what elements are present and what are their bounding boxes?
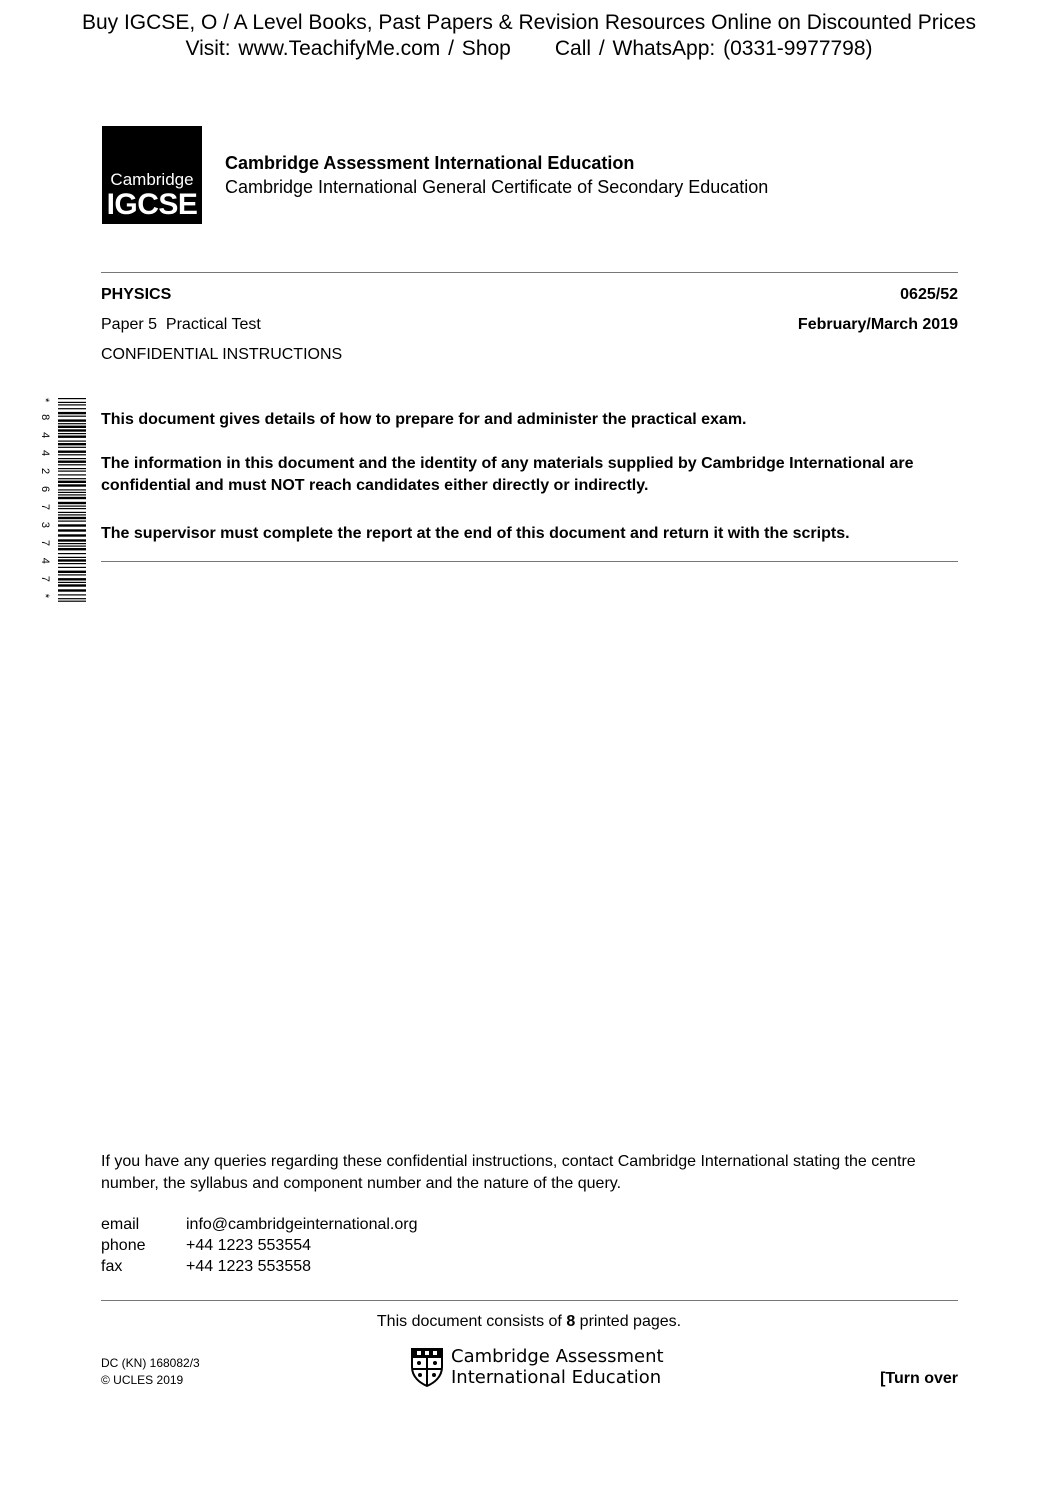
- page-count: 8: [566, 1313, 576, 1330]
- cambridge-crest-icon: [410, 1347, 444, 1387]
- barcode-bar: [58, 571, 86, 573]
- barcode-bar: [58, 471, 86, 472]
- barcode-bar: [58, 433, 86, 434]
- document-reference: DC (KN) 168082/3: [101, 1356, 200, 1370]
- barcode-bar: [58, 548, 86, 550]
- barcode-bar: [58, 489, 86, 490]
- barcode-bar: [58, 534, 86, 536]
- barcode-bar: [58, 402, 86, 403]
- contact-phone-row: [101, 1237, 311, 1255]
- advert-contact-line: [0, 36, 1058, 62]
- barcode-bar: [58, 543, 86, 544]
- barcode-bar: [58, 514, 86, 515]
- barcode-bar: [58, 419, 86, 421]
- contact-fax-row: [101, 1258, 311, 1276]
- divider: [101, 1300, 958, 1301]
- contact-label: email: [101, 1216, 140, 1233]
- barcode-bar: [58, 512, 86, 513]
- barcode-bar: [58, 441, 86, 442]
- barcode-bar: [58, 468, 86, 469]
- divider: [101, 561, 958, 562]
- barcode-bar: [58, 546, 86, 547]
- exam-session: February/March 2019: [797, 316, 958, 333]
- logo-main-text: IGCSE: [106, 188, 198, 221]
- barcode-bar: [58, 408, 86, 409]
- cambridge-igcse-logo: [102, 126, 202, 224]
- brand-name-line2: International Education: [451, 1367, 662, 1388]
- page-count-suffix: printed pages.: [575, 1313, 682, 1330]
- barcode-bar: [58, 412, 86, 414]
- contact-fax: +44 1223 553558: [186, 1258, 312, 1275]
- notice-3: The supervisor must complete the report at the end of this document and return it with the scripts.: [101, 525, 850, 542]
- advert-visit: Visit: www.TeachifyMe.com / Shop: [185, 37, 511, 60]
- divider: [101, 272, 958, 273]
- barcode-bar: [58, 601, 86, 602]
- barcode-bar: [58, 517, 86, 519]
- barcode-bar: [58, 567, 86, 568]
- contact-email: info@cambridgeinternational.org: [186, 1216, 418, 1233]
- barcode-bar: [58, 521, 86, 522]
- barcode-bar: [58, 443, 86, 445]
- barcode-bar: [58, 478, 86, 479]
- barcode-bar: [58, 524, 86, 526]
- barcode-bar: [58, 584, 86, 586]
- page-count-note: [0, 1313, 1058, 1331]
- barcode-bar: [58, 557, 86, 558]
- barcode-bar: [58, 589, 86, 591]
- barcode-bar: [58, 484, 86, 486]
- barcode-bar: [58, 416, 86, 417]
- barcode-bar: [58, 423, 86, 424]
- notice-2: The information in this document and the identity of any materials supplied by Cambridge International are confidential and must NOT reach candidates either directly or indirectly.: [101, 455, 914, 494]
- advert-line: Buy IGCSE, O / A Level Books, Past Papers & Revision Resources Online on Discounted Prices: [81, 11, 977, 34]
- contact-label: fax: [101, 1258, 123, 1275]
- barcode-bar: [58, 494, 86, 495]
- qualification-name: Cambridge International General Certificate of Secondary Education: [225, 177, 769, 197]
- logo-top-text: Cambridge: [110, 170, 194, 189]
- barcode-bar: [58, 582, 86, 583]
- barcode-bar: [58, 454, 86, 455]
- barcode-bar: [58, 461, 86, 463]
- barcode-bar: [58, 458, 86, 459]
- barcode-bar: [58, 398, 86, 399]
- barcode-bar: [58, 436, 86, 438]
- barcode-bar: [58, 594, 86, 595]
- advert-call: Call / WhatsApp: (0331-9977798): [554, 37, 873, 60]
- barcode-bar: [58, 492, 86, 493]
- barcode-bar: [58, 574, 86, 575]
- barcode-bar: [58, 404, 86, 405]
- query-instructions: If you have any queries regarding these confidential instructions, contact Cambridge International stating the centre number, the syllabus and component number and the nature of the query.: [101, 1153, 916, 1192]
- barcode-bar: [58, 578, 86, 580]
- barcode-bar: [58, 451, 86, 453]
- barcode-bar: [58, 529, 86, 531]
- document-type: CONFIDENTIAL INSTRUCTIONS: [101, 346, 343, 363]
- barcode-bar: [58, 474, 86, 475]
- barcode: [38, 398, 86, 602]
- syllabus-code: 0625/52: [900, 286, 958, 303]
- barcode-bar: [58, 563, 86, 564]
- contact-phone: +44 1223 553554: [186, 1237, 312, 1254]
- barcode-bar: [58, 447, 86, 448]
- paper-title: Paper 5 Practical Test: [101, 316, 261, 333]
- barcode-bar: [58, 506, 86, 507]
- barcode-bar: [58, 539, 86, 541]
- brand-name-line1: Cambridge Assessment: [451, 1346, 664, 1367]
- copyright: © UCLES 2019: [101, 1373, 184, 1387]
- barcode-bar: [58, 481, 86, 483]
- barcode-bar: [58, 502, 86, 504]
- notice-1: This document gives details of how to prepare for and administer the practical exam.: [101, 411, 747, 428]
- turn-over: [Turn over: [880, 1370, 958, 1387]
- barcode-bar: [58, 598, 86, 599]
- barcode-bar: [58, 429, 86, 431]
- barcode-bar: [58, 508, 86, 509]
- subject: PHYSICS: [101, 286, 172, 303]
- organisation-name: Cambridge Assessment International Education: [225, 153, 635, 173]
- barcode-text: * 8 4 4 2 6 7 3 7 4 7 *: [39, 398, 51, 598]
- barcode-bar: [58, 553, 86, 554]
- barcode-bar: [58, 464, 86, 465]
- barcode-bar: [58, 559, 86, 561]
- contact-email-row: [101, 1216, 417, 1234]
- page-count-prefix: This document consists of: [376, 1313, 567, 1330]
- contact-label: phone: [101, 1237, 146, 1254]
- barcode-bar: [58, 497, 86, 499]
- barcode-bar: [58, 426, 86, 428]
